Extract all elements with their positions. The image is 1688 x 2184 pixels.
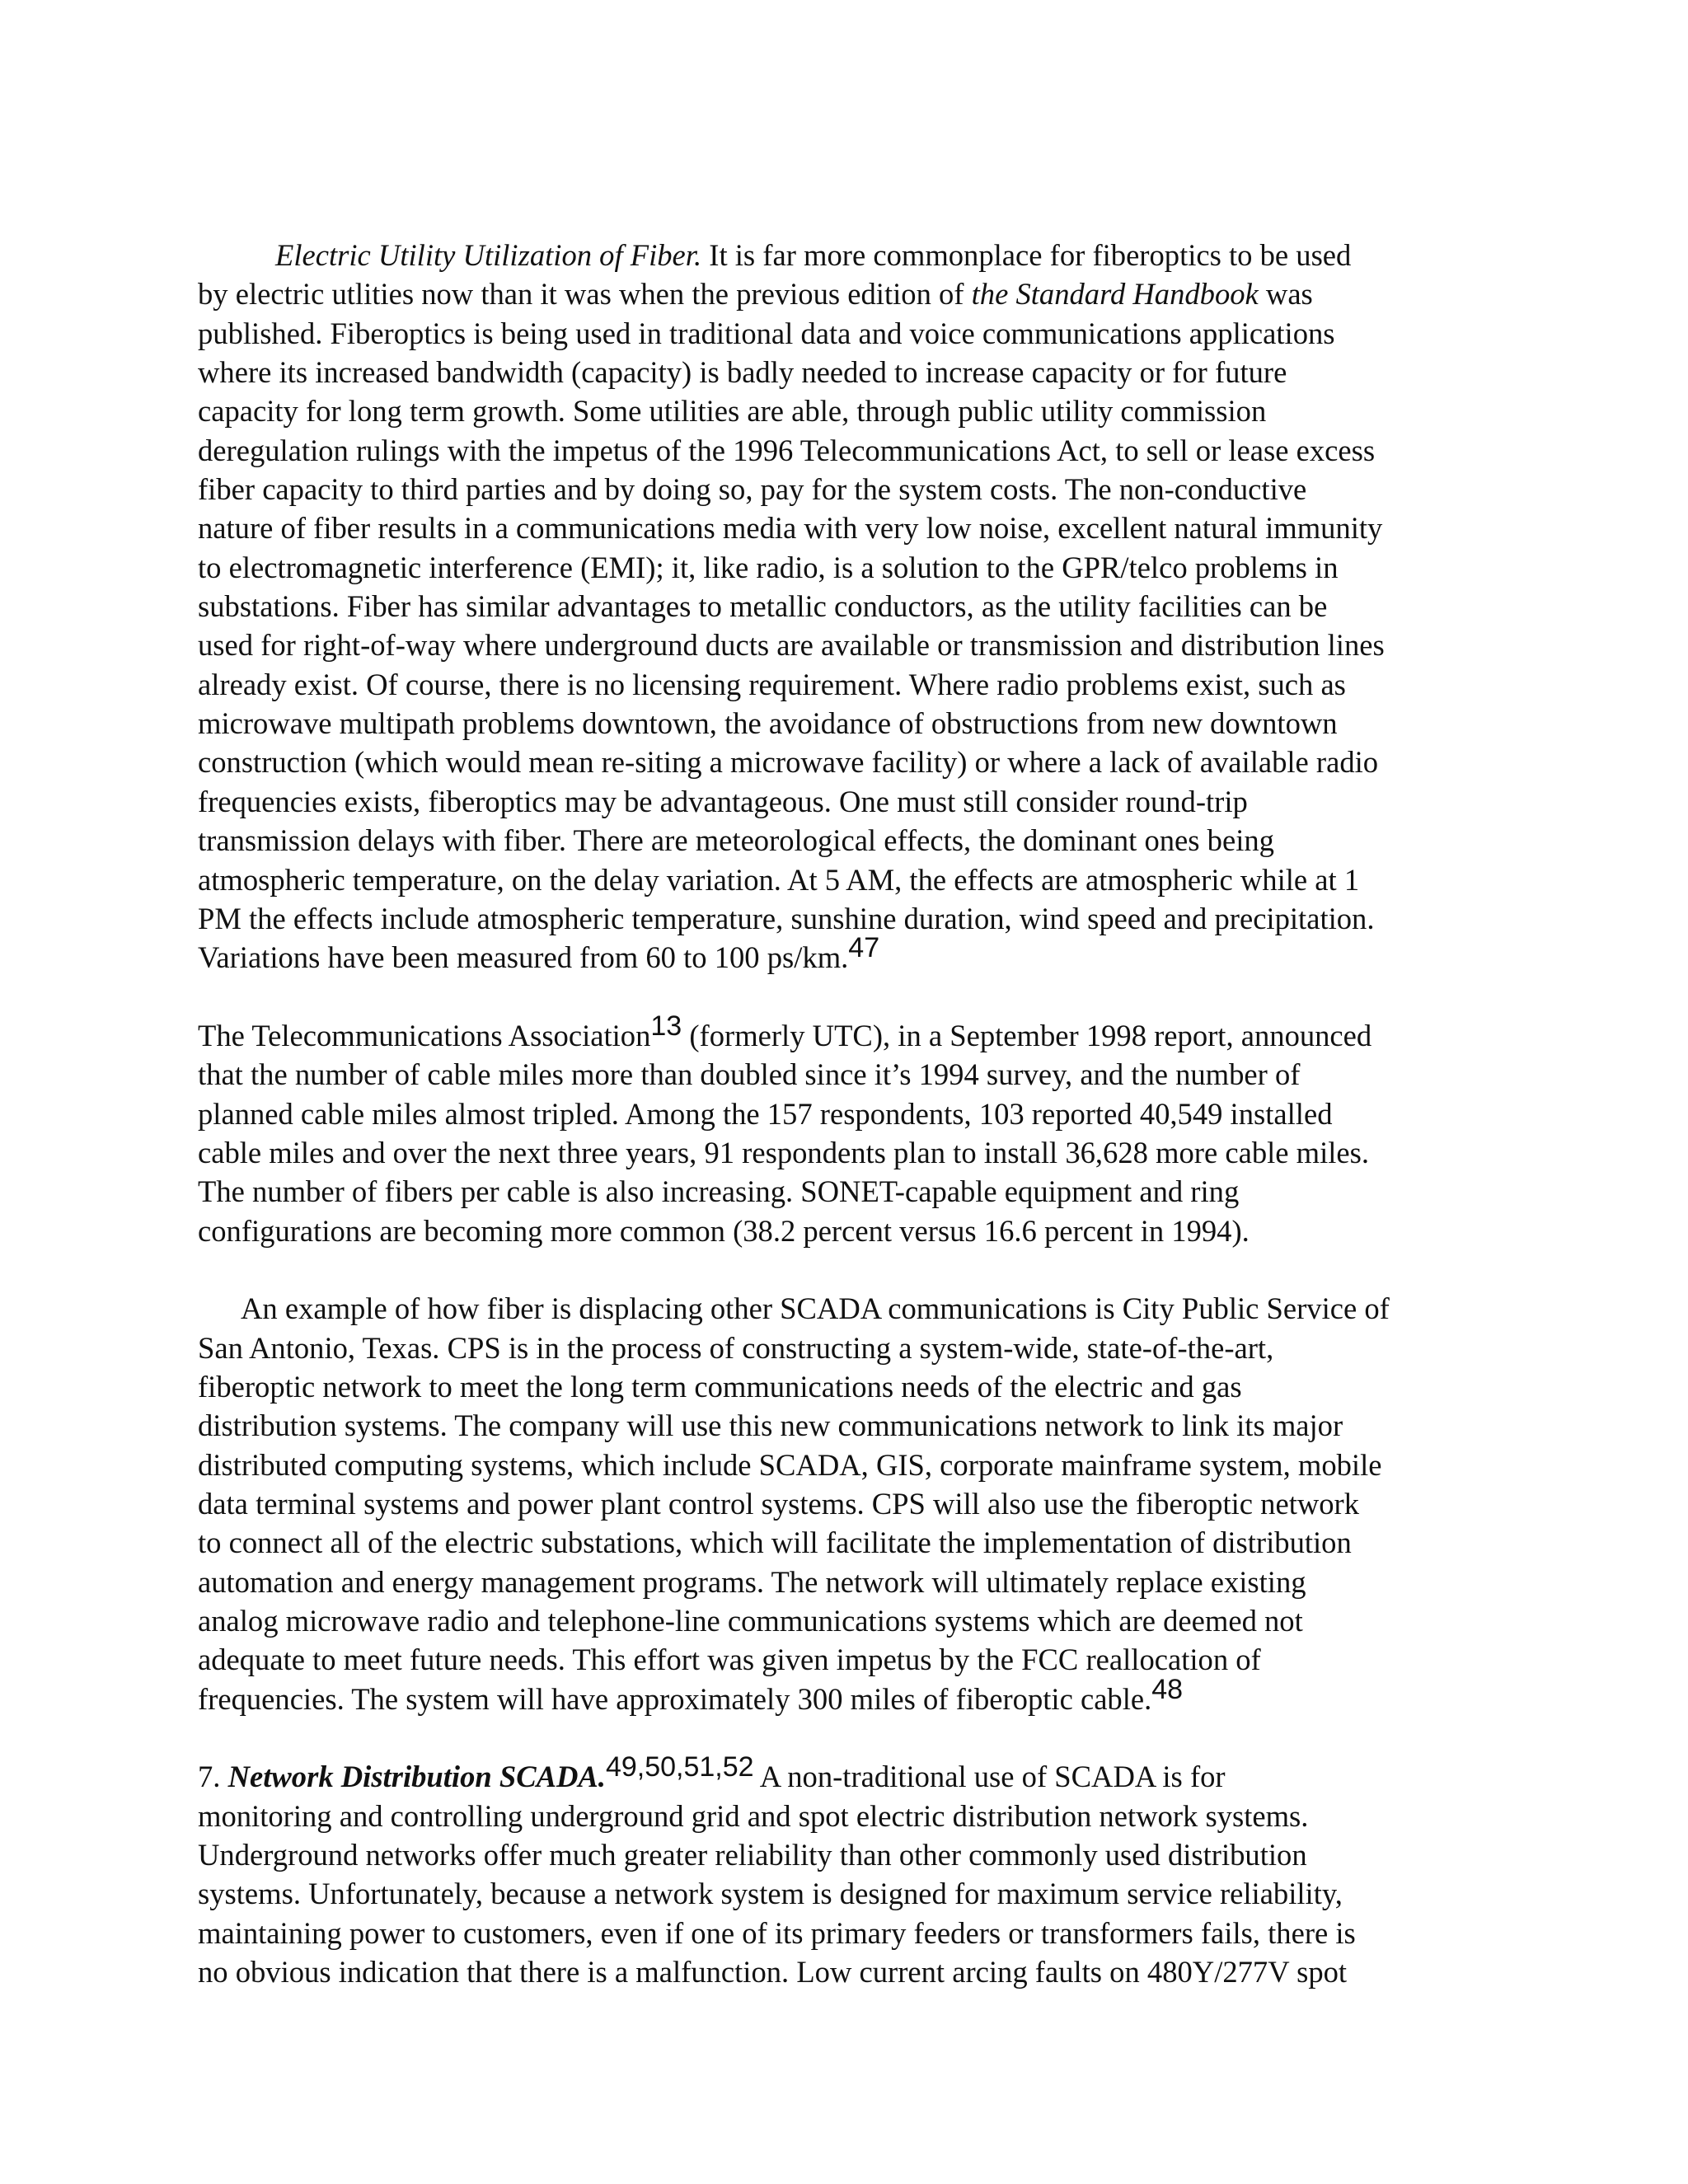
paragraph-line: where its increased bandwidth (capacity) is badly needed to increase capacity or for future <box>198 355 1287 390</box>
paragraph-telecom-association <box>198 1010 1484 1250</box>
paragraph-line: adequate to meet future needs. This effort was given impetus by the FCC reallocation of <box>198 1643 1261 1677</box>
section-run-in-title: Electric Utility Utilization of Fiber. <box>275 238 702 272</box>
paragraph-line: capacity for long term growth. Some utilities are able, through public utility commission <box>198 394 1267 429</box>
paragraph-line: used for right-of-way where underground ducts are available or transmission and distribution lines <box>198 628 1385 663</box>
text-run: Variations have been measured from 60 to 100 ps/km. <box>198 940 849 975</box>
text-run: was <box>1258 277 1313 312</box>
reference-number: 47 <box>848 932 880 964</box>
text-run: by electric utlities now than it was when the previous edition of <box>198 277 972 312</box>
paragraph-line: no obvious indication that there is a malfunction. Low current arcing faults on 480Y/277V spot <box>198 1955 1348 1990</box>
paragraph-line: deregulation rulings with the impetus of the 1996 Telecommunications Act, to sell or lease excess <box>198 433 1376 467</box>
section-heading: Network Distribution SCADA. <box>227 1760 606 1794</box>
paragraph-line: An example of how fiber is displacing other SCADA communications is City Public Service of <box>241 1291 1390 1326</box>
paragraph-line: maintaining power to customers, even if one of its primary feeders or transformers fails, there is <box>198 1915 1356 1950</box>
text-run: The Telecommunications Association <box>198 1018 651 1052</box>
paragraph-line: monitoring and controlling underground grid and spot electric distribution network systems. <box>198 1798 1309 1833</box>
paragraph-line: construction (which would mean re-siting a microwave facility) or where a lack of available radio <box>198 745 1379 780</box>
paragraph-line: published. Fiberoptics is being used in traditional data and voice communications applications <box>198 316 1335 350</box>
paragraph-line: cable miles and over the next three years, 91 respondents plan to install 36,628 more cable miles. <box>198 1135 1370 1169</box>
reference-number: 48 <box>1151 1673 1184 1705</box>
paragraph-line <box>198 1673 1484 1718</box>
reference-number: 13 <box>650 1010 682 1042</box>
document-body <box>198 236 1484 2031</box>
paragraph-line: systems. Unfortunately, because a network system is designed for maximum service reliability, <box>198 1877 1343 1911</box>
paragraph-fiber-utilization <box>198 236 1484 977</box>
paragraph-line <box>198 1751 1484 1796</box>
paragraph-line <box>198 274 1484 313</box>
paragraph-network-distribution-scada <box>198 1751 1484 1991</box>
paragraph-line: data terminal systems and power plant control systems. CPS will also use the fiberoptic network <box>198 1487 1360 1521</box>
paragraph-line: analog microwave radio and telephone-line communications systems which are deemed not <box>198 1604 1303 1638</box>
paragraph-line: Underground networks offer much greater reliability than other commonly used distribution <box>198 1838 1307 1872</box>
paragraph-line: to electromagnetic interference (EMI); it, like radio, is a solution to the GPR/telco problems in <box>198 550 1339 584</box>
paragraph-line: transmission delays with fiber. There are meteorological effects, the dominant ones being <box>198 823 1274 858</box>
paragraph-line: configurations are becoming more common (38.2 percent versus 16.6 percent in 1994). <box>198 1213 1250 1248</box>
section-number: 7. <box>198 1760 228 1794</box>
paragraph-line: to connect all of the electric substations, which will facilitate the implementation of distribution <box>198 1526 1352 1560</box>
paragraph-line <box>198 236 1484 274</box>
paragraph-line: distributed computing systems, which include SCADA, GIS, corporate mainframe system, mobile <box>198 1447 1382 1482</box>
paragraph-line: substations. Fiber has similar advantages to metallic conductors, as the utility facilities can be <box>198 589 1328 624</box>
paragraph-line: The number of fibers per cable is also increasing. SONET-capable equipment and ring <box>198 1174 1240 1209</box>
text-run: frequencies. The system will have approximately 300 miles of fiberoptic cable. <box>198 1681 1152 1716</box>
paragraph-line: automation and energy management programs. The network will ultimately replace existing <box>198 1564 1306 1599</box>
reference-numbers: 49,50,51,52 <box>605 1751 754 1783</box>
paragraph-line: atmospheric temperature, on the delay variation. At 5 AM, the effects are atmospheric while at 1 <box>198 862 1360 897</box>
text-run: A non-traditional use of SCADA is for <box>753 1760 1226 1794</box>
paragraph-line: planned cable miles almost tripled. Among the 157 respondents, 103 reported 40,549 installed <box>198 1096 1333 1131</box>
paragraph-line: that the number of cable miles more than doubled since it’s 1994 survey, and the number of <box>198 1057 1301 1092</box>
paragraph-line: fiberoptic network to meet the long term communications needs of the electric and gas <box>198 1369 1242 1404</box>
paragraph-line: nature of fiber results in a communications media with very low noise, excellent natural immunity <box>198 511 1383 546</box>
text-run: (formerly UTC), in a September 1998 report, announced <box>682 1018 1372 1052</box>
paragraph-line: already exist. Of course, there is no licensing requirement. Where radio problems exist, such as <box>198 667 1346 701</box>
text-run: It is far more commonplace for fiberoptics to be used <box>701 238 1352 272</box>
paragraph-cps-example <box>198 1289 1484 1718</box>
paragraph-line: fiber capacity to third parties and by doing so, pay for the system costs. The non-conductive <box>198 472 1307 507</box>
paragraph-line: San Antonio, Texas. CPS is in the process of constructing a system-wide, state-of-the-art, <box>198 1330 1274 1365</box>
paragraph-line <box>198 932 1484 977</box>
paragraph-line <box>198 1010 1484 1055</box>
paragraph-line: frequencies exists, fiberoptics may be advantageous. One must still consider round-trip <box>198 784 1248 818</box>
paragraph-line: distribution systems. The company will use this new communications network to link its major <box>198 1408 1343 1443</box>
book-title: the Standard Handbook <box>971 277 1259 312</box>
paragraph-line: microwave multipath problems downtown, the avoidance of obstructions from new downtown <box>198 706 1338 741</box>
paragraph-line: PM the effects include atmospheric temperature, sunshine duration, wind speed and precipitation. <box>198 901 1375 935</box>
